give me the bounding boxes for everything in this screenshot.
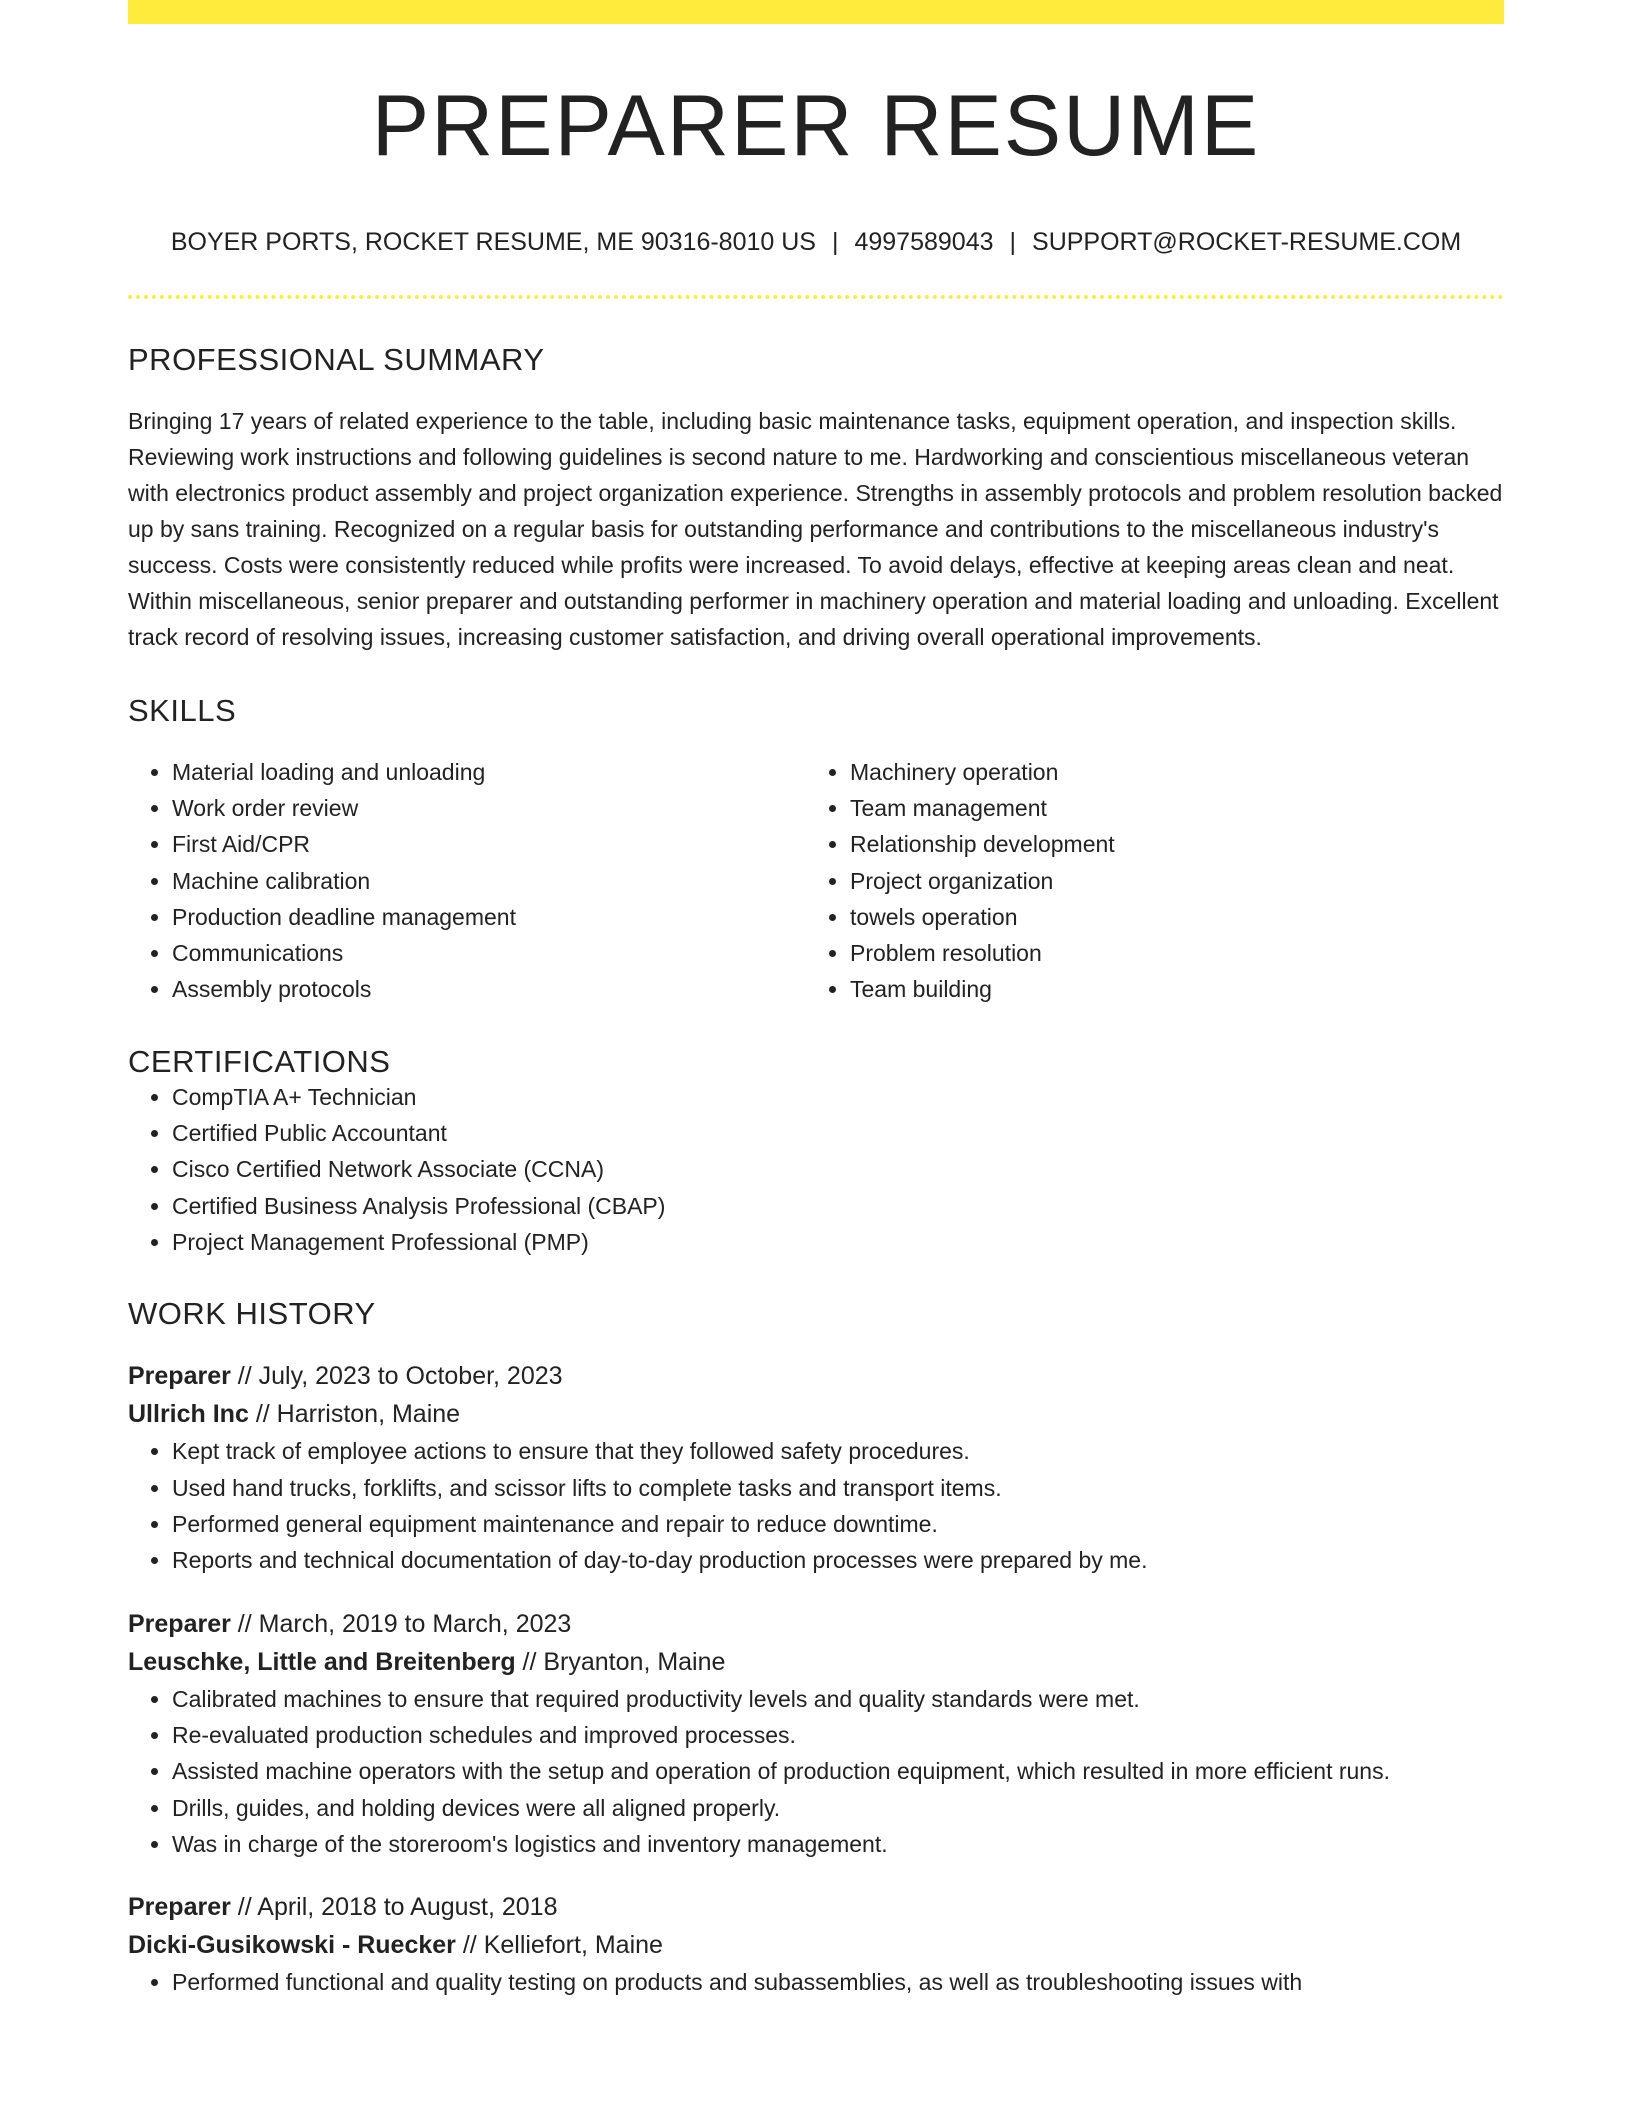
job-duty: • Used hand trucks, forklifts, and scissor lifts to complete tasks and transport items. bbox=[172, 1470, 1504, 1506]
top-accent-bar bbox=[128, 0, 1504, 24]
job-duty: • Performed functional and quality testing on products and subassemblies, as well as troubleshooting issues with bbox=[172, 1964, 1504, 2000]
summary-heading: PROFESSIONAL SUMMARY bbox=[128, 341, 545, 377]
job-duty: • Performed general equipment maintenance and repair to reduce downtime. bbox=[172, 1506, 1504, 1542]
contact-address: BOYER PORTS, ROCKET RESUME, ME 90316-8010 US bbox=[170, 228, 816, 256]
job-duty: • Was in charge of the storeroom's logistics and inventory management. bbox=[172, 1826, 1504, 1862]
job-location: // Bryanton, Maine bbox=[515, 1647, 726, 1676]
job-role: Preparer bbox=[128, 1893, 231, 1922]
job-company-line bbox=[128, 1395, 1504, 1433]
job-duty: • Drills, guides, and holding devices were all aligned properly. bbox=[172, 1790, 1504, 1826]
job-location: // Kelliefort, Maine bbox=[455, 1931, 663, 1960]
job-duty: • Re-evaluated production schedules and improved processes. bbox=[172, 1717, 1504, 1753]
job-entry bbox=[128, 1357, 1504, 1578]
job-role-line bbox=[128, 1888, 1504, 1926]
certifications-heading: CERTIFICATIONS bbox=[128, 1043, 391, 1079]
skills-column-left bbox=[128, 754, 806, 1008]
resume-page bbox=[128, 0, 1504, 2000]
contact-email[interactable]: SUPPORT@ROCKET-RESUME.COM bbox=[1032, 228, 1462, 256]
skills-grid bbox=[128, 754, 1504, 1008]
header-divider bbox=[128, 295, 1504, 299]
job-duty: • Calibrated machines to ensure that required productivity levels and quality standards were met. bbox=[172, 1681, 1504, 1717]
job-role-line bbox=[128, 1605, 1504, 1643]
certifications-list bbox=[128, 1079, 1504, 1260]
job-duties bbox=[128, 1433, 1504, 1578]
skills-column-right bbox=[806, 754, 1484, 1008]
skill-item: • towels operation bbox=[850, 899, 1484, 935]
job-role-line bbox=[128, 1357, 1504, 1395]
skill-item: • Relationship development bbox=[850, 826, 1484, 862]
certification-item: • CompTIA A+ Technician bbox=[172, 1079, 1504, 1115]
job-duties bbox=[128, 1681, 1504, 1862]
job-duty: • Reports and technical documentation of day-to-day production processes were prepared by me. bbox=[172, 1542, 1504, 1578]
certification-item: • Certified Public Accountant bbox=[172, 1115, 1504, 1151]
contact-phone: 4997589043 bbox=[854, 228, 994, 256]
job-dates: // July, 2023 to October, 2023 bbox=[230, 1362, 563, 1391]
job-dates: // April, 2018 to August, 2018 bbox=[230, 1893, 558, 1922]
skill-item: • Project organization bbox=[850, 863, 1484, 899]
certification-item: • Certified Business Analysis Professional (CBAP) bbox=[172, 1188, 1504, 1224]
job-role: Preparer bbox=[128, 1362, 231, 1391]
contact-separator: | bbox=[1009, 228, 1017, 256]
skill-item: • Assembly protocols bbox=[172, 971, 806, 1007]
job-location: // Harriston, Maine bbox=[248, 1400, 461, 1429]
job-company: Ullrich Inc bbox=[128, 1400, 249, 1429]
contact-separator: | bbox=[831, 228, 839, 256]
skill-item: • Communications bbox=[172, 935, 806, 971]
skill-item: • Material loading and unloading bbox=[172, 754, 806, 790]
certification-item: • Project Management Professional (PMP) bbox=[172, 1224, 1504, 1260]
job-role: Preparer bbox=[128, 1609, 231, 1638]
certification-item: • Cisco Certified Network Associate (CCNA) bbox=[172, 1151, 1504, 1187]
skill-item: • First Aid/CPR bbox=[172, 826, 806, 862]
job-duty: • Kept track of employee actions to ensure that they followed safety procedures. bbox=[172, 1433, 1504, 1469]
job-company: Dicki-Gusikowski - Ruecker bbox=[128, 1931, 456, 1960]
work-history-heading: WORK HISTORY bbox=[128, 1296, 376, 1332]
skill-item: • Machine calibration bbox=[172, 863, 806, 899]
summary-text: Bringing 17 years of related experience to the table, including basic maintenance tasks, equipment operation, and inspection skills. Reviewing work instructions and following guidelines is second nature to me. Hardworking and conscientious miscellaneous veteran with electronics product assembly and project organization experience. Strengths in assembly protocols and problem resolution backed up by sans training. Recognized on a regular basis for outstanding performance and contributions to the miscellaneous industry's success. Costs were consistently reduced while profits were increased. To avoid delays, effective at keeping areas clean and neat. Within miscellaneous, senior preparer and outstanding performer in machinery operation and material loading and unloading. Excellent track record of resolving issues, increasing customer satisfaction, and driving overall operational improvements. bbox=[128, 407, 1503, 650]
job-entry bbox=[128, 1605, 1504, 1862]
job-company-line bbox=[128, 1926, 1504, 1964]
skill-item: • Team management bbox=[850, 790, 1484, 826]
skill-item: • Work order review bbox=[172, 790, 806, 826]
job-company-line bbox=[128, 1643, 1504, 1681]
skills-heading: SKILLS bbox=[128, 692, 237, 728]
job-company: Leuschke, Little and Breitenberg bbox=[128, 1647, 516, 1676]
job-entry bbox=[128, 1888, 1504, 2000]
job-duty: • Assisted machine operators with the setup and operation of production equipment, which resulted in more efficient runs. bbox=[172, 1753, 1504, 1789]
resume-title: PREPARER RESUME bbox=[371, 78, 1261, 174]
skill-item: • Problem resolution bbox=[850, 935, 1484, 971]
skill-item: • Production deadline management bbox=[172, 899, 806, 935]
job-duties bbox=[128, 1964, 1504, 2000]
skill-item: • Team building bbox=[850, 971, 1484, 1007]
skill-item: • Machinery operation bbox=[850, 754, 1484, 790]
job-dates: // March, 2019 to March, 2023 bbox=[230, 1609, 572, 1638]
contact-line bbox=[128, 229, 1504, 257]
